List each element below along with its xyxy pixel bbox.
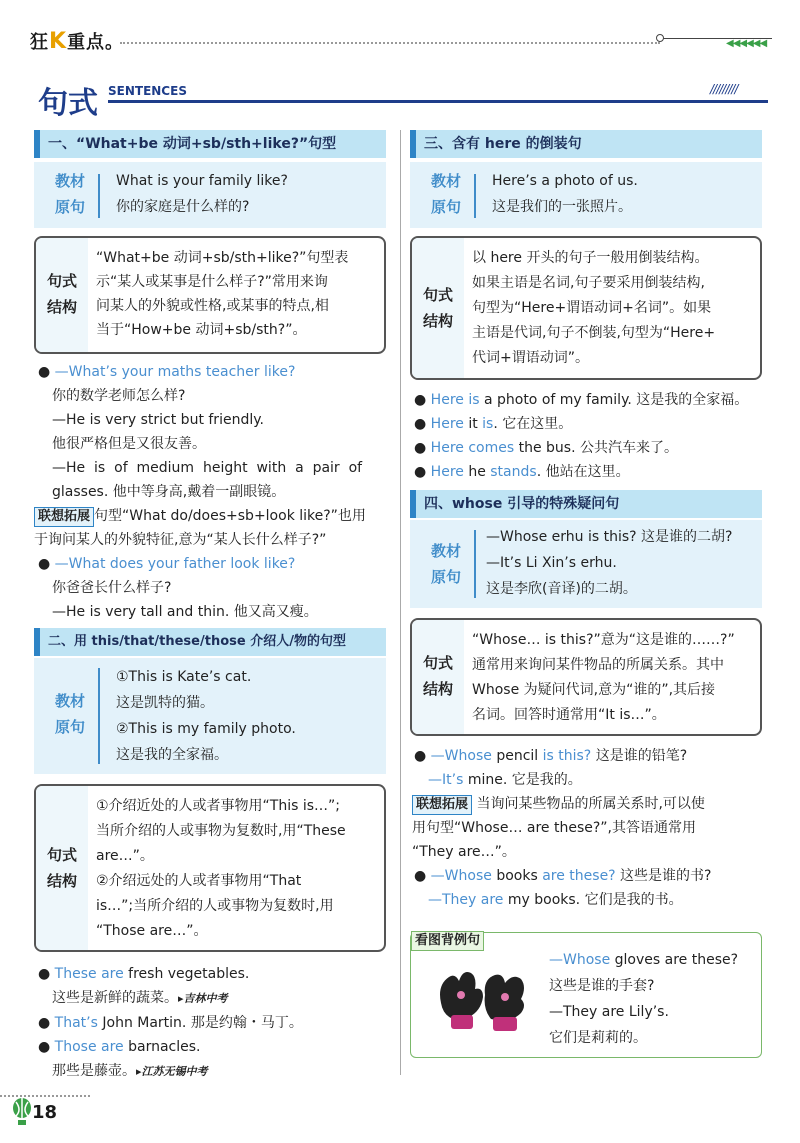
s3-source-text: Here’s a photo of us. 这是我们的一张照片。 (492, 173, 638, 215)
s1-extension-tag: 联想拓展 (34, 507, 94, 527)
picture-example-tag: 看图背例句 (411, 931, 484, 951)
s4-extension-3: “They are…”。 (412, 844, 516, 860)
column-divider (400, 130, 401, 1075)
s4-source-divider (474, 530, 476, 598)
s1-ex2-question-zh: 你爸爸长什么样子? (52, 580, 172, 596)
s4-extension-1: 当询问某些物品的所属关系时,可以使 (476, 796, 705, 812)
s1-extension-1: 句型“What do/does+sb+look like?”也用 (94, 508, 366, 524)
section-title: 句式 (38, 86, 98, 121)
s1-source-label: 教材 原句 (54, 172, 85, 216)
s4-structure-label: 句式 结构 (412, 620, 464, 734)
s2-note-jilin: ▸吉林中考 (178, 992, 228, 1005)
s3-source-box (410, 162, 762, 228)
s1-ex1-question: —What’s your maths teacher like? (54, 364, 296, 380)
s2-source-divider (98, 668, 100, 764)
s2-structure-text: ①介绍近处的人或者事物用“This is…”; 当所介绍的人或事物为复数时,用“These are…”。 ②介绍远处的人或者事物用“That is…”;当所介绍的人或事物为复数时,用 “Those are…”。 (96, 798, 346, 939)
s1-extension-2: 于询问某人的外貌特征,意为“某人长什么样子?” (34, 532, 327, 548)
s1-source-divider (98, 174, 100, 218)
logo (30, 28, 124, 54)
logo-text-2: 重点。 (67, 32, 125, 53)
gloves-icon (433, 965, 533, 1035)
s4-extension-2: 用句型“Whose… are these?”,其答语通常用 (412, 820, 696, 836)
picture-example-box (410, 932, 762, 1058)
balloon-icon (12, 1098, 32, 1126)
s4-structure-text: “Whose… is this?”意为“这是谁的……?” 通常用来询问某件物品的所属关系。其中 Whose 为疑问代词,意为“谁的”,其后接 名词。回答时通常用“It is…”。 (472, 632, 735, 723)
s4-source-label: 教材 原句 (430, 542, 461, 586)
header-arrows-icon: ◀◀◀◀◀◀ (726, 38, 767, 49)
s3-structure-label: 句式 结构 (412, 238, 464, 378)
s2-structure-box (34, 784, 386, 952)
s1-structure-label: 句式 结构 (36, 238, 88, 352)
s1-structure-text: “What+be 动词+sb/sth+like?”句型表 示“某人或某事是什么样子?”常用来询 问某人的外貌或性格,或某事的特点,相 当于“How+be 动词+sb/sth?”。 (96, 250, 349, 338)
s1-ex1-answer: —He is very strict but friendly. (52, 412, 264, 428)
s2-note-wuxi: ▸江苏无锡中考 (136, 1065, 208, 1078)
s2-title: 二、用 this/that/these/those 介绍人/物的句型 (34, 628, 386, 656)
header-circle-icon (656, 34, 664, 42)
s3-source-divider (474, 174, 476, 218)
s1-source-box (34, 162, 386, 228)
s4-examples: ● —Whose pencil is this? 这是谁的铅笔? —It’s mine. 它是我的。 联想拓展 当询问某些物品的所属关系时,可以使 用句型“Whose… are these?”,其答语通常用 “They are…”。 ● —Whose books are these? 这些是谁的书? —They are my books. 它们是我的书。 (414, 744, 770, 912)
s3-source-label: 教材 原句 (430, 172, 461, 216)
s2-source-label: 教材 原句 (54, 692, 85, 736)
page-number: 18 (32, 1102, 58, 1123)
s4-source-text: —Whose erhu is this? 这是谁的二胡? —It’s Li Xin’s erhu. 这是李欣(音译)的二胡。 (486, 529, 733, 597)
s1-source-zh: 你的家庭是什么样的? (116, 199, 250, 215)
s4-title: 四、whose 引导的特殊疑问句 (410, 490, 762, 518)
s1-examples: ● —What’s your maths teacher like? 你的数学老师怎么样? —He is very strict but friendly. 他很严格但是又很友善。 —He is of medium height with a pair of glasses. 他中等身高,戴着一副眼镜。 联想拓展 句型“What do/does+sb+look like?”也用 于询问某人的外貌特征,意为“某人长什么样子?” ● —What does your father look like? 你爸爸长什么样子? —He is very tall and thin. 他又高又瘦。 (38, 360, 388, 624)
s1-title: 一、“What+be 动词+sb/sth+like?”句型 (34, 130, 386, 158)
s2-source-box (34, 658, 386, 774)
s1-ex2-question: —What does your father look like? (54, 556, 296, 572)
s1-ex1-answer-zh: 他很严格但是又很友善。 (52, 436, 206, 452)
section-slash-decoration: ///////// (710, 82, 738, 96)
s3-structure-box (410, 236, 762, 380)
s4-structure-box (410, 618, 762, 736)
s3-title: 三、含有 here 的倒装句 (410, 130, 762, 158)
s1-ex1-b2: glasses. 他中等身高,戴着一副眼镜。 (52, 484, 286, 500)
logo-text: 狂 (30, 32, 49, 53)
s1-ex1-b: —He is of medium height with a pair of (52, 460, 363, 476)
s1-source-en: What is your family like? (116, 173, 288, 189)
s2-source-text: ①This is Kate’s cat. 这是凯特的猫。 ②This is my family photo. 这是我的全家福。 (116, 669, 296, 763)
header-dotted-line (120, 42, 660, 44)
section-subtitle: SENTENCES (108, 84, 187, 98)
logo-k: K (49, 29, 68, 54)
s1-source-text (116, 168, 288, 220)
footer-dotted-line (0, 1095, 90, 1097)
s2-examples: ● These are fresh vegetables. 这些是新鲜的蔬菜。▸吉林中考 ● That’s John Martin. 那是约翰・马丁。 ● Those are barnacles. 那些是藤壶。▸江苏无锡中考 (38, 966, 303, 1079)
s1-ex2-answer: —He is very tall and thin. 他又高又瘦。 (52, 604, 318, 620)
s2-structure-label: 句式 结构 (36, 786, 88, 950)
section-underline (108, 100, 768, 103)
picture-example-text: —Whose gloves are these? 这些是谁的手套? —They are Lily’s. 它们是莉莉的。 (549, 952, 739, 1046)
s3-structure-text: 以 here 开头的句子一般用倒装结构。 如果主语是名词,句子要采用倒装结构, 句型为“Here+谓语动词+名词”。如果 主语是代词,句子不倒装,句型为“Here+ 代词+谓语动词”。 (472, 250, 716, 366)
s1-structure-box (34, 236, 386, 354)
s4-extension-tag: 联想拓展 (412, 795, 472, 815)
s1-ex1-question-zh: 你的数学老师怎么样? (52, 388, 186, 404)
s3-examples: ● Here is a photo of my family. 这是我的全家福。 ● Here it is. 它在这里。 ● Here comes the bus. 公共汽车来了。 ● Here he stands. 他站在这里。 (414, 392, 749, 480)
s4-source-box (410, 520, 762, 608)
